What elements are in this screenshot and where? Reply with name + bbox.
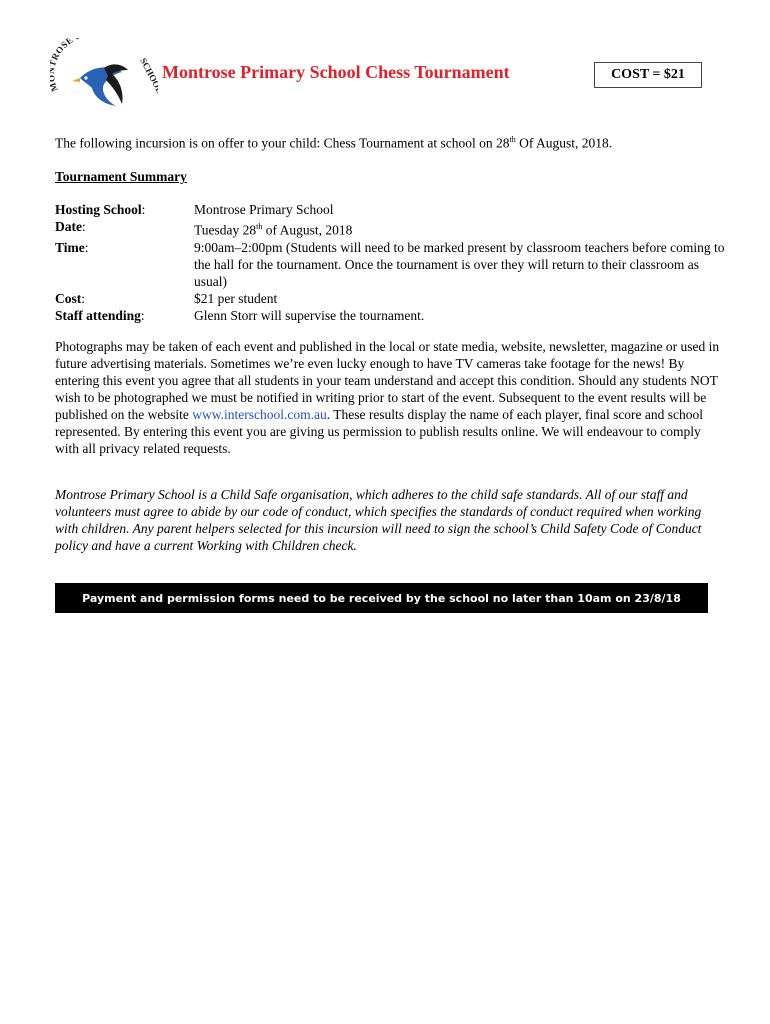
summary-row-hosting xyxy=(55,201,725,218)
bird-crest-icon xyxy=(50,38,158,108)
date-main: Tuesday 28 xyxy=(194,222,257,238)
photo-text-end: . These results display the name of each player, final score and school represented. By entering this event you are giving us permission to publish results online. We will endeavour to comply with all privacy related requests. xyxy=(55,407,704,456)
summary-label-cost: Cost xyxy=(55,290,82,306)
summary-value-staff: Glenn Storr will supervise the tournament. xyxy=(194,307,425,323)
summary-label-hosting: Hosting School xyxy=(55,202,142,217)
summary-value-cost: $21 per student xyxy=(194,290,278,306)
colon: : xyxy=(84,239,89,255)
summary-table xyxy=(55,201,725,324)
child-safe-paragraph: Montrose Primary School is a Child Safe organisation, which adheres to the child safe standards. All of our staff and volunteers must agree to abide by our code of conduct, which specifies the standards of conduct required when working with children. Any parent helpers selected for this incursion will need to sign the school’s Child Safety Code of Conduct policy and have a current Working with Children check. xyxy=(55,487,702,553)
photo-paragraph xyxy=(55,338,723,457)
logo-text-side: SCHOOL xyxy=(138,56,158,95)
date-end: of August, 2018 xyxy=(262,222,353,238)
summary-label-time: Time xyxy=(55,239,85,255)
summary-value-date xyxy=(194,218,725,239)
summary-row-time xyxy=(55,239,725,290)
page-title: Montrose Primary School Chess Tournament xyxy=(162,62,510,82)
intro-superscript: th xyxy=(509,135,516,144)
intro-end: Of August, 2018. xyxy=(515,135,613,151)
cost-badge xyxy=(594,62,702,88)
date-superscript: th xyxy=(256,222,263,231)
photo-text: Photographs may be taken of each event and published in the local or state media, website, newsletter, magazine or used in future advertising materials. Sometimes we’re even lucky enough to have TV cameras take footage for the news! By entering this event you agree that all students in your team understand and accept this condition. Should any students NOT wish to be photographed we must be notified in writing prior to start of the event. Subsequent to the event results will be published on the website xyxy=(55,339,720,422)
intro-text xyxy=(55,135,612,152)
intro-main: The following incursion is on offer to your child: Chess Tournament at school on 28 xyxy=(55,135,510,151)
summary-row-staff xyxy=(55,307,725,324)
summary-value-time: 9:00am–2:00pm (Students will need to be marked present by classroom teachers before coming to the hall for the tournament. Once the tournament is over they will return to their classroom as usual) xyxy=(194,239,725,289)
logo-text-top: ROSE xyxy=(50,38,75,62)
summary-row-cost xyxy=(55,290,725,307)
interschool-link[interactable]: www.interschool.com.au xyxy=(192,407,327,422)
summary-label-date: Date xyxy=(55,219,82,234)
colon: : xyxy=(140,307,145,323)
summary-row-date xyxy=(55,218,725,239)
deadline-banner xyxy=(55,583,708,613)
summary-label-staff: Staff attending xyxy=(55,307,141,323)
colon: : xyxy=(81,290,86,306)
deadline-text: Payment and permission forms need to be received by the school no later than 10am on 23/8/18 xyxy=(82,591,681,605)
summary-value-hosting: Montrose Primary School xyxy=(194,202,334,217)
colon: : xyxy=(141,202,146,217)
school-logo xyxy=(50,38,158,108)
colon: : xyxy=(82,219,86,234)
summary-heading: Tournament Summary xyxy=(55,169,187,184)
cost-label: COST = $21 xyxy=(611,67,685,82)
